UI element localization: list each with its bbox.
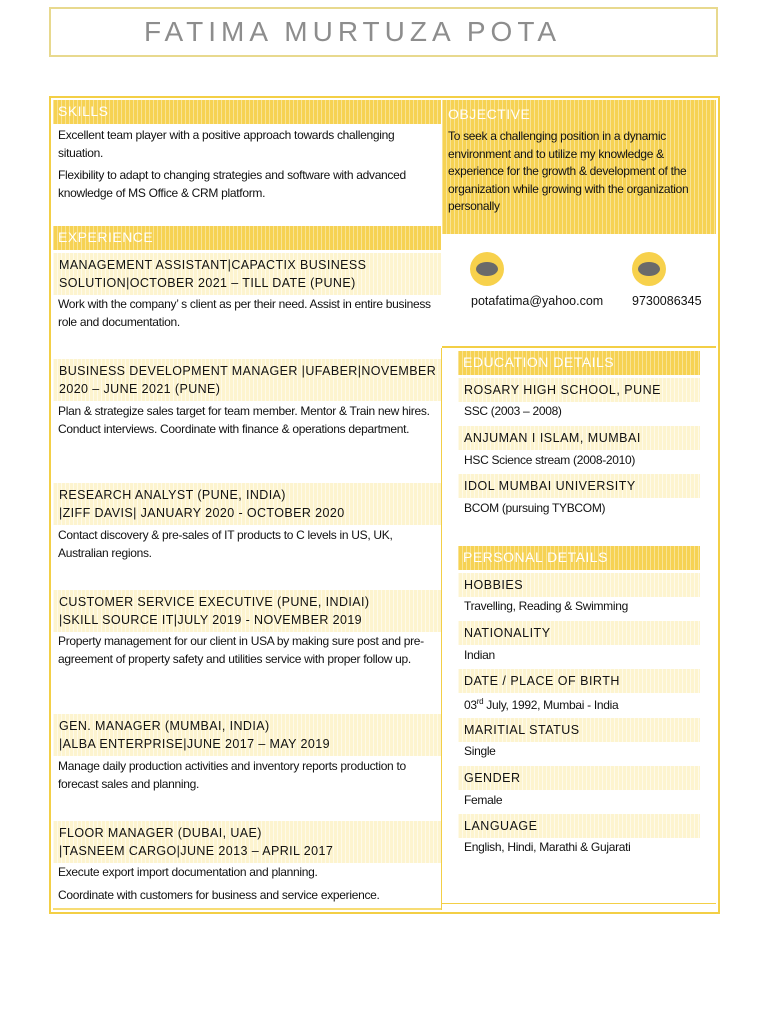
- education-detail: SSC (2003 – 2008): [464, 404, 562, 418]
- job-description: Coordinate with customers for business and service experience.: [58, 888, 380, 902]
- skill-item: Excellent team player with a positive approach towards challenging situation.: [58, 128, 395, 160]
- job-title-line: SOLUTION|OCTOBER 2021 – TILL DATE (PUNE): [59, 276, 356, 290]
- job-title-line: FLOOR MANAGER (DUBAI, UAE): [59, 826, 262, 840]
- job-description: Plan & strategize sales target for team member. Mentor & Train new hires. Conduct interviews. Coordinate with finance & operations department.: [58, 404, 430, 436]
- job-title-line: GEN. MANAGER (MUMBAI, INDIA): [59, 719, 270, 733]
- email-icon: [470, 252, 504, 286]
- job-title-line: 2020 – JUNE 2021 (PUNE): [59, 382, 221, 396]
- left-bottom-divider: [53, 908, 441, 910]
- personal-label: LANGUAGE: [458, 814, 700, 838]
- skills-heading: SKILLS: [53, 100, 441, 124]
- experience-heading: EXPERIENCE: [53, 226, 441, 250]
- personal-value: Single: [464, 744, 496, 758]
- contact-phone[interactable]: 9730086345: [632, 294, 702, 308]
- job-title-line: MANAGEMENT ASSISTANT|CAPACTIX BUSINESS: [59, 258, 367, 272]
- phone-icon: [632, 252, 666, 286]
- personal-value: [464, 693, 704, 714]
- skill-item: Flexibility to adapt to changing strategies and software with advanced knowledge of MS Office & CRM platform.: [58, 168, 406, 200]
- right-column-divider: [441, 348, 442, 910]
- job-title-line: |ALBA ENTERPRISE|JUNE 2017 – MAY 2019: [59, 737, 330, 751]
- job-title: [53, 590, 441, 632]
- personal-label: HOBBIES: [458, 573, 700, 597]
- job-description: Contact discovery & pre-sales of IT products to C levels in US, UK, Australian regions.: [58, 528, 393, 560]
- education-school: IDOL MUMBAI UNIVERSITY: [458, 474, 700, 498]
- job-title: [53, 483, 441, 525]
- education-school: ROSARY HIGH SCHOOL, PUNE: [458, 378, 700, 402]
- job-title: [53, 359, 441, 401]
- job-title-line: |TASNEEM CARGO|JUNE 2013 – APRIL 2017: [59, 844, 334, 858]
- personal-value: Female: [464, 793, 503, 807]
- candidate-name: FATIMA MURTUZA POTA: [144, 16, 562, 47]
- job-title-line: |SKILL SOURCE IT|JULY 2019 - NOVEMBER 2019: [59, 613, 363, 627]
- job-description: Work with the company’ s client as per their need. Assist in entire business role and documentation.: [58, 297, 431, 329]
- education-detail: HSC Science stream (2008-2010): [464, 453, 636, 467]
- birth-day: 03: [464, 698, 477, 712]
- job-title-line: CUSTOMER SERVICE EXECUTIVE (PUNE, INDIAI): [59, 595, 370, 609]
- name-header-box: [49, 7, 718, 57]
- objective-text: To seek a challenging position in a dynamic environment and to utilize my knowledge & experience for the growth & development of the organization while growing with the organization personally: [448, 129, 689, 214]
- education-detail: BCOM (pursuing TYBCOM): [464, 501, 606, 515]
- job-title-line: RESEARCH ANALYST (PUNE, INDIA): [59, 488, 286, 502]
- birth-rest: July, 1992, Mumbai - India: [483, 698, 619, 712]
- personal-value: Indian: [464, 648, 495, 662]
- personal-label: NATIONALITY: [458, 621, 700, 645]
- job-title: [53, 821, 441, 863]
- job-title-line: |ZIFF DAVIS| JANUARY 2020 - OCTOBER 2020: [59, 506, 345, 520]
- job-title: [53, 714, 441, 756]
- job-title: [53, 253, 441, 295]
- personal-label: MARITIAL STATUS: [458, 718, 700, 742]
- objective-heading: OBJECTIVE: [448, 106, 531, 122]
- birth-day-suffix: rd: [476, 697, 484, 706]
- job-description: Execute export import documentation and planning.: [58, 865, 318, 879]
- job-description: Manage daily production activities and inventory reports production to forecast sales and planning.: [58, 759, 406, 791]
- contact-email[interactable]: potafatima@yahoo.com: [471, 294, 604, 308]
- personal-value: English, Hindi, Marathi & Gujarati: [464, 840, 631, 854]
- personal-label: GENDER: [458, 766, 700, 790]
- education-school: ANJUMAN I ISLAM, MUMBAI: [458, 426, 700, 450]
- education-heading: EDUCATION DETAILS: [458, 351, 700, 375]
- job-description: Property management for our client in USA by making sure post and pre-agreement of property safety and utilities service with proper follow up.: [58, 634, 424, 666]
- personal-heading: PERSONAL DETAILS: [458, 546, 700, 570]
- job-title-line: BUSINESS DEVELOPMENT MANAGER |UFABER|NOVEMBER: [59, 364, 437, 378]
- personal-label: DATE / PLACE OF BIRTH: [458, 669, 700, 693]
- contact-divider: [442, 346, 716, 348]
- bottom-divider: [442, 903, 716, 904]
- personal-value: Travelling, Reading & Swimming: [464, 599, 628, 613]
